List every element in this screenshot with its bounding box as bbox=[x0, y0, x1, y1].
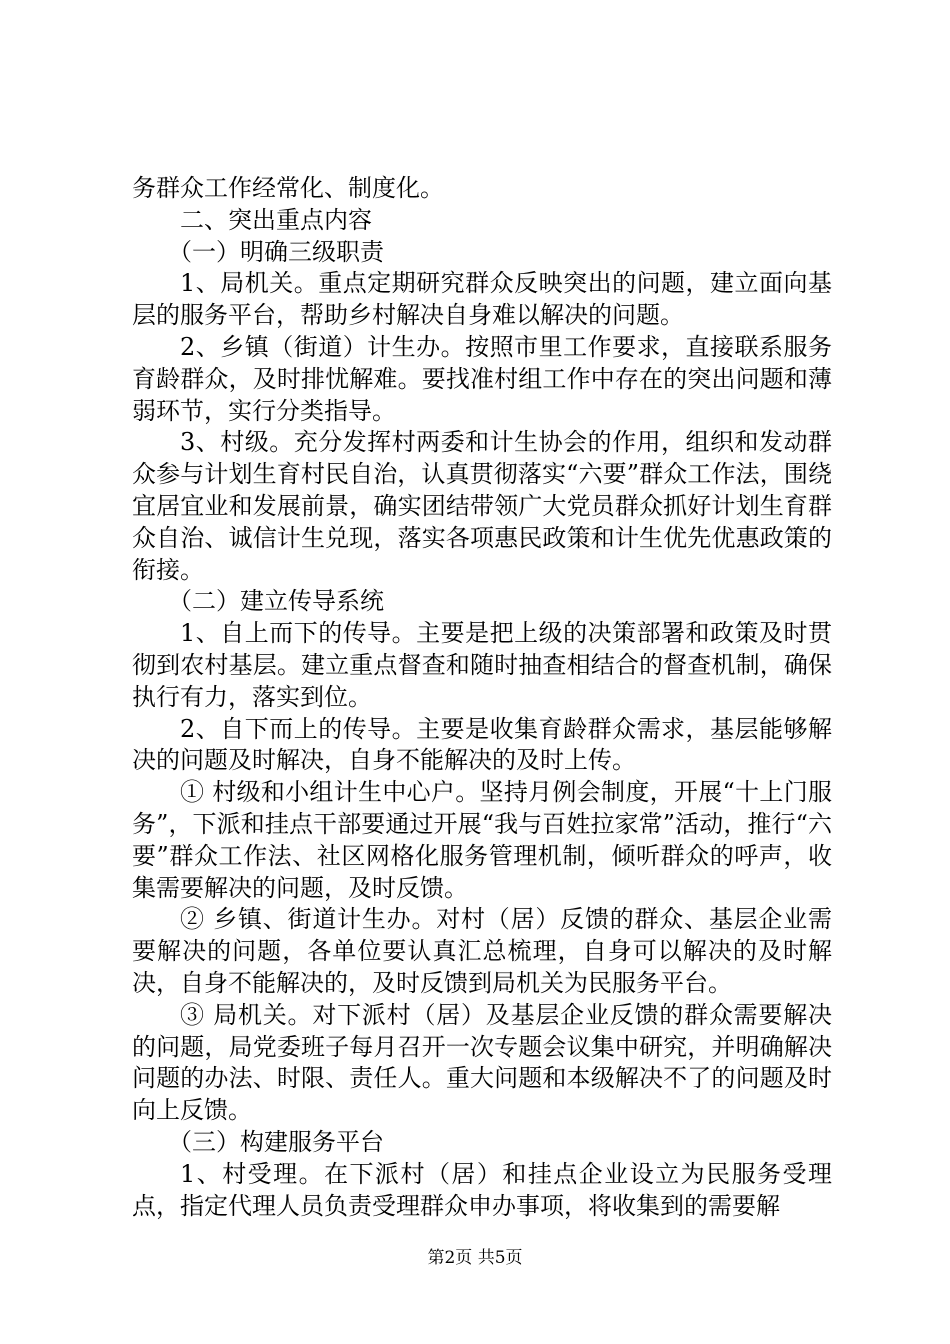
paragraph: ② 乡镇、街道计生办。对村（居）反馈的群众、基层企业需要解决的问题，各单位要认真汇总梳理，自身可以解决的及时解决，自身不能解决的，及时反馈到局机关为民服务平台。 bbox=[132, 905, 832, 997]
paragraph: ③ 局机关。对下派村（居）及基层企业反馈的群众需要解决的问题，局党委班子每月召开一次专题会议集中研究，并明确解决问题的办法、时限、责任人。重大问题和本级解决不了的问题及时向上反馈。 bbox=[132, 1000, 832, 1125]
paragraph: ① 村级和小组计生中心户。坚持月例会制度，开展“十上门服务”，下派和挂点干部要通过开展“我与百姓拉家常”活动，推行“六要”群众工作法、社区网格化服务管理机制，倾听群众的呼声，收集需要解决的问题，及时反馈。 bbox=[132, 778, 832, 902]
paragraph: 2、自下而上的传导。主要是收集育龄群众需求，基层能够解决的问题及时解决，自身不能解决的及时上传。 bbox=[132, 714, 832, 775]
subsection-heading: （二）建立传导系统 bbox=[168, 587, 384, 616]
paragraph: 2、乡镇（街道）计生办。按照市里工作要求，直接联系服务育龄群众，及时排忧解难。要找准村组工作中存在的突出问题和薄弱环节，实行分类指导。 bbox=[132, 332, 832, 425]
subsection-heading: （一）明确三级职责 bbox=[168, 237, 384, 266]
paragraph: 1、局机关。重点定期研究群众反映突出的问题，建立面向基层的服务平台，帮助乡村解决自身难以解决的问题。 bbox=[132, 269, 832, 330]
paragraph: 1、村受理。在下派村（居）和挂点企业设立为民服务受理点，指定代理人员负责受理群众申办事项，将收集到的需要解 bbox=[132, 1159, 832, 1220]
paragraph: 3、村级。充分发挥村两委和计生协会的作用，组织和发动群众参与计划生育村民自治，认真贯彻落实“六要”群众工作法，围绕宜居宜业和发展前景，确实团结带领广大党员群众抓好计划生育群众自治、诚信计生兑现，落实各项惠民政策和计生优先优惠政策的衔接。 bbox=[132, 428, 832, 584]
section-heading: 二、突出重点内容 bbox=[180, 205, 372, 234]
document-body bbox=[132, 173, 832, 1222]
subsection-heading: （三）构建服务平台 bbox=[168, 1127, 384, 1156]
paragraph: 1、自上而下的传导。主要是把上级的决策部署和政策及时贯彻到农村基层。建立重点督查和随时抽查相结合的督查机制，确保执行有力，落实到位。 bbox=[132, 619, 832, 711]
paragraph: 务群众工作经常化、制度化。 bbox=[132, 174, 444, 202]
page-number-footer: 第2页 共5页 bbox=[427, 1248, 523, 1268]
